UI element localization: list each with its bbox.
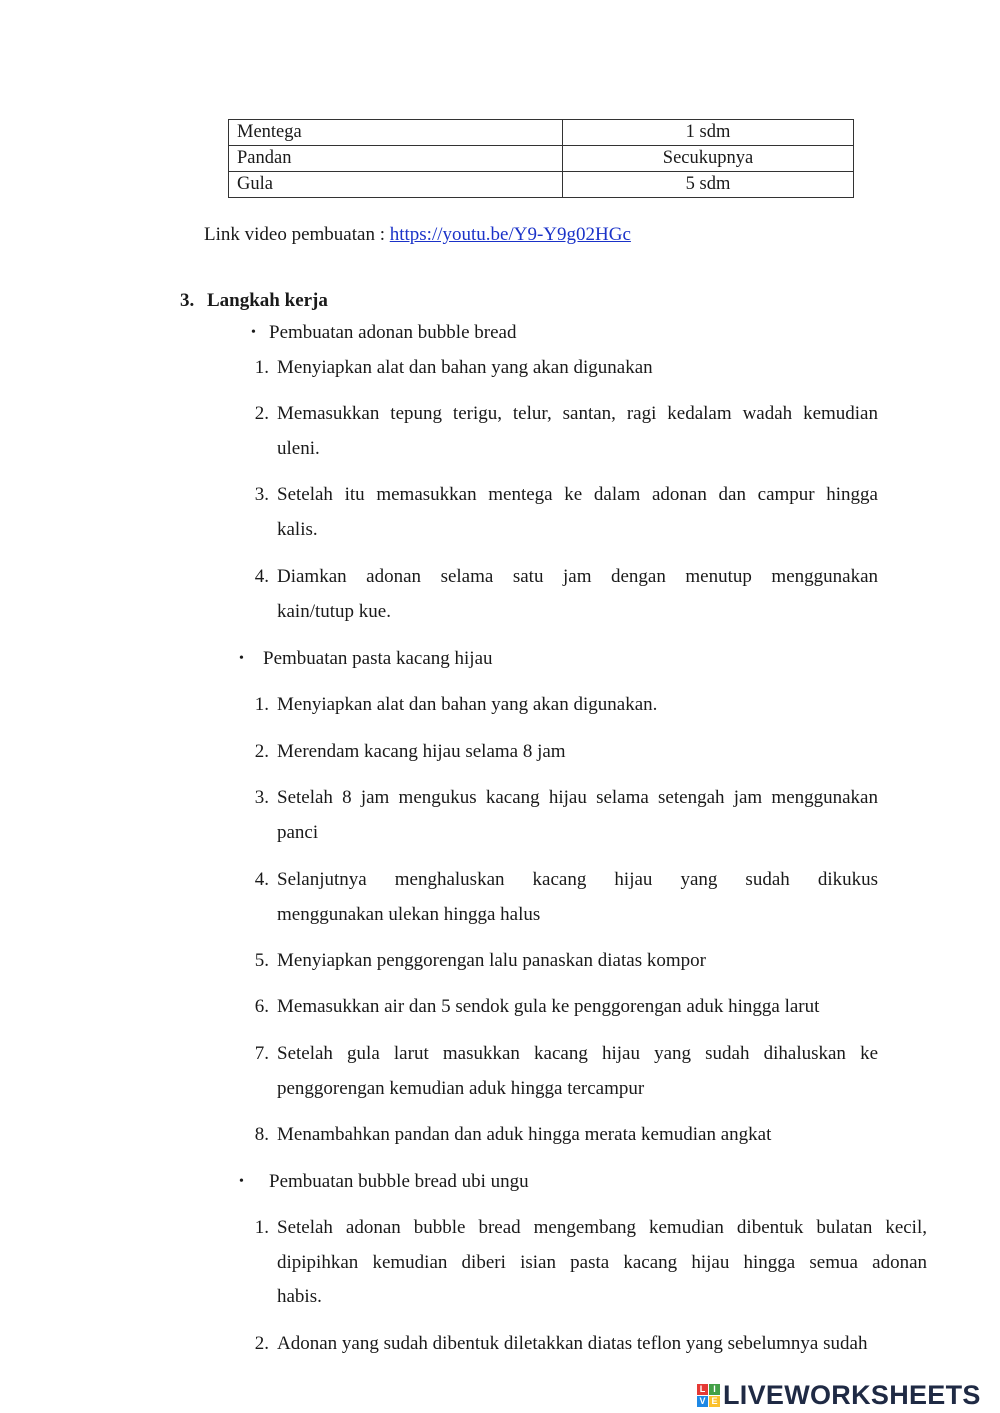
liveworksheets-icon: L I V E: [697, 1384, 720, 1407]
step-number: 4.: [254, 566, 269, 587]
step-text-line: kain/tutup kue.: [277, 600, 391, 622]
ingredient-qty: Secukupnya: [563, 146, 854, 172]
section-heading: [180, 290, 328, 312]
group-title: Pembuatan pasta kacang hijau: [263, 648, 493, 669]
step-number: 1.: [254, 694, 269, 715]
step-text-line: Menyiapkan alat dan bahan yang akan digunakan: [277, 357, 653, 378]
video-link-line: [204, 224, 631, 246]
step-text-line: Memasukkan tepung terigu, telur, santan, ragi kedalam wadah kemudian: [277, 403, 878, 424]
step-text-line: Merendam kacang hijau selama 8 jam: [277, 741, 566, 762]
step-text-line: Setelah gula larut masukkan kacang hijau yang sudah dihaluskan ke: [277, 1043, 878, 1064]
ingredients-table: [228, 119, 854, 198]
step-number: 5.: [254, 950, 269, 971]
group-title: Pembuatan adonan bubble bread: [269, 322, 517, 343]
step-number: 4.: [254, 869, 269, 890]
step-text-line: Selanjutnya menghaluskan kacang hijau yang sudah dikukus: [277, 869, 878, 890]
step-number: 2.: [254, 741, 269, 762]
liveworksheets-logo: [697, 1378, 981, 1412]
step-text-line: Diamkan adonan selama satu jam dengan menutup menggunakan: [277, 566, 878, 587]
section-title: Langkah kerja: [207, 290, 328, 311]
table-row: [229, 172, 854, 198]
ingredient-qty: 1 sdm: [563, 120, 854, 146]
step-text-line: Setelah adonan bubble bread mengembang kemudian dibentuk bulatan kecil,: [277, 1217, 927, 1238]
step-text-line: uleni.: [277, 437, 320, 459]
video-link-label: Link video pembuatan :: [204, 224, 385, 245]
step-text-line: Setelah 8 jam mengukus kacang hijau selama setengah jam menggunakan: [277, 787, 878, 808]
ingredient-qty: 5 sdm: [563, 172, 854, 198]
step-number: 2.: [254, 1333, 269, 1354]
step-text-line: penggorengan kemudian aduk hingga tercampur: [277, 1077, 645, 1099]
step-text-line: Setelah itu memasukkan mentega ke dalam adonan dan campur hingga: [277, 484, 878, 505]
step-text-line: menggunakan ulekan hingga halus: [277, 903, 541, 925]
step-number: 8.: [254, 1124, 269, 1145]
step-text-line: Menyiapkan penggorengan lalu panaskan diatas kompor: [277, 950, 706, 971]
bullet-icon: •: [239, 651, 244, 666]
section-number: 3.: [180, 290, 195, 311]
step-text-line: dipipihkan kemudian diberi isian pasta kacang hijau hingga semua adonan: [277, 1251, 927, 1273]
liveworksheets-wordmark: LIVEWORKSHEETS: [723, 1379, 981, 1410]
step-number: 3.: [254, 484, 269, 505]
step-number: 1.: [254, 357, 269, 378]
step-text-line: habis.: [277, 1286, 322, 1307]
ingredient-name: Pandan: [229, 146, 563, 172]
step-text-line: Menambahkan pandan dan aduk hingga merata kemudian angkat: [277, 1124, 772, 1145]
step-number: 3.: [254, 787, 269, 808]
table-row: [229, 146, 854, 172]
bullet-icon: •: [251, 325, 256, 340]
table-row: [229, 120, 854, 146]
step-number: 6.: [254, 996, 269, 1017]
step-text-line: panci: [277, 821, 319, 843]
video-link[interactable]: https://youtu.be/Y9-Y9g02HGc: [389, 224, 631, 245]
ingredient-name: Mentega: [229, 120, 563, 146]
step-text-line: Menyiapkan alat dan bahan yang akan digunakan.: [277, 694, 658, 715]
bullet-icon: •: [239, 1174, 244, 1189]
step-number: 2.: [254, 403, 269, 424]
group-title: Pembuatan bubble bread ubi ungu: [269, 1171, 529, 1192]
step-text-line: Adonan yang sudah dibentuk diletakkan diatas teflon yang sebelumnya sudah: [277, 1333, 868, 1354]
step-number: 7.: [254, 1043, 269, 1064]
step-text-line: Memasukkan air dan 5 sendok gula ke penggorengan aduk hingga larut: [277, 996, 820, 1017]
step-text-line: kalis.: [277, 518, 318, 540]
ingredient-name: Gula: [229, 172, 563, 198]
step-number: 1.: [254, 1217, 269, 1238]
